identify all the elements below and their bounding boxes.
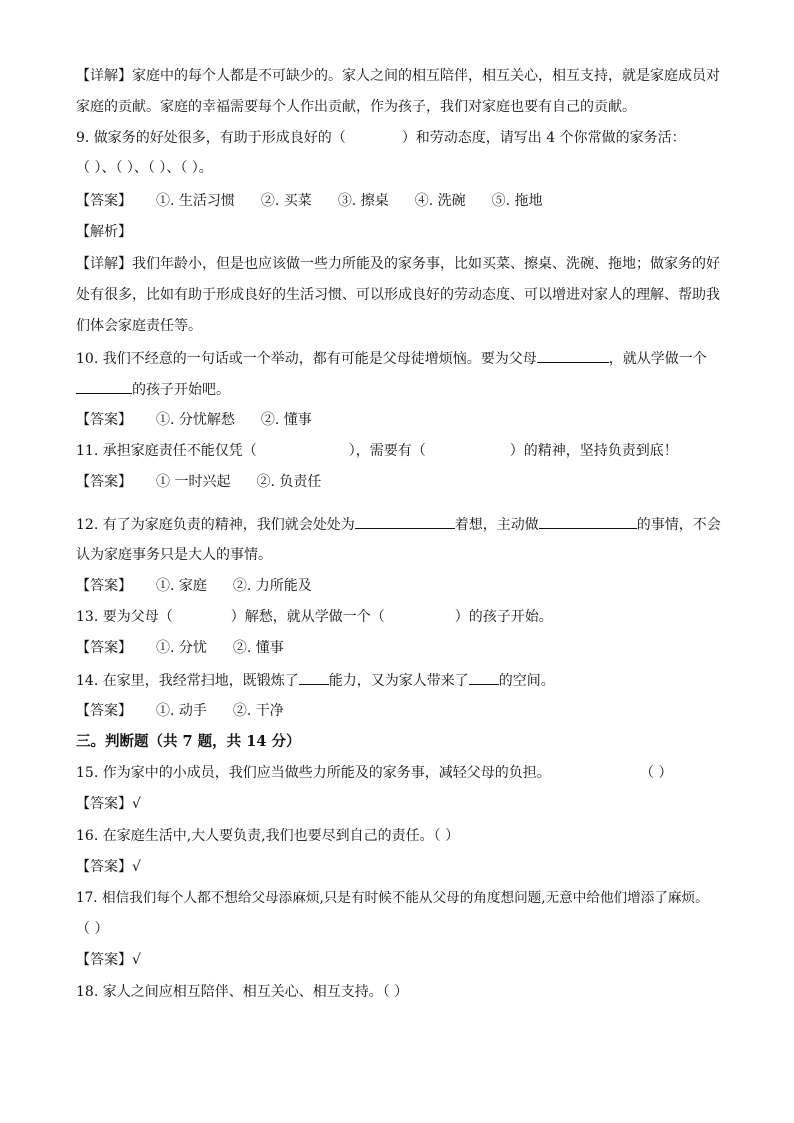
question-12-answer (76, 576, 338, 596)
question-12-text-start: 12. 有了为家庭负责的精神，我们就会处处为 (76, 517, 355, 533)
answer-item: ③. 擦桌 (337, 193, 389, 209)
answer-item: ②. 买菜 (260, 193, 312, 209)
question-13-text-end: ）的孩子开始。 (454, 609, 553, 625)
question-12-text-mid: 着想，主动做 (454, 517, 539, 533)
question-10-text-start: 10. 我们不经意的一句话或一个举动，都有可能是父母徒增烦恼。要为父母 (76, 351, 537, 367)
answer-label: 【答案】 (76, 703, 132, 719)
answer-blank[interactable] (539, 514, 637, 529)
answer-item: ①. 生活习惯 (156, 193, 235, 209)
question-13-answer (76, 638, 310, 658)
question-10-answer (76, 410, 338, 430)
question-9-blanks: （ ）、（ ）、（ ）、（ ）。 (76, 160, 213, 176)
answer-blank[interactable] (469, 670, 499, 685)
answer-item: ①. 家庭 (156, 578, 207, 594)
question-16: 16. 在家庭生活中,大人要负责,我们也要尽到自己的责任。（ ） (76, 828, 460, 844)
question-13-text-mid: ）解愁，就从学做一个（ (230, 609, 385, 625)
question-17: 17. 相信我们每个人都不想给父母添麻烦,只是有时候不能从父母的角度想问题,无意中给他们增添了麻烦。 (76, 890, 709, 906)
question-15: 15. 作为家中的小成员，我们应当做些力所能及的家务事，减轻父母的负担。 (76, 765, 551, 781)
question-11-text-start: 11. 承担家庭责任不能仅凭（ (76, 443, 257, 459)
answer-label: 【答案】 (76, 578, 132, 594)
question-12 (76, 514, 721, 534)
answer-item: ②. 懂事 (232, 640, 284, 656)
question-11-text-mid: ），需要有（ (348, 443, 426, 459)
question-12-line-2: 认为家庭事务只是大人的事情。 (76, 547, 272, 563)
answer-item: ②. 负责任 (256, 474, 322, 490)
question-11 (76, 441, 678, 461)
answer-item: ②. 懂事 (260, 412, 312, 428)
question-13 (76, 607, 553, 627)
answer-item: ①. 动手 (156, 703, 207, 719)
question-11-text-end: ）的精神，坚持负责到底！ (509, 443, 678, 459)
answer-item: ①. 分忧解愁 (156, 412, 235, 428)
analysis-label: 【解析】 (76, 224, 132, 240)
question-14 (76, 670, 555, 690)
question-10 (76, 348, 707, 368)
answer-label: 【答案】 (76, 412, 132, 428)
answer-blank[interactable] (76, 379, 132, 394)
question-17-answer: 【答案】√ (76, 952, 141, 968)
answer-parentheses[interactable]: （ ） (76, 921, 109, 937)
answer-label: 【答案】 (76, 474, 132, 490)
question-9 (76, 128, 686, 148)
answer-item: ⑤. 拖地 (491, 193, 543, 209)
question-18: 18. 家人之间应相互陪伴、相互关心、相互支持。（ ） (76, 984, 409, 1000)
question-9-answer (76, 191, 569, 211)
section-heading: 三。判断题（共 7 题，共 14 分） (76, 733, 301, 750)
detail-paragraph-line: 家庭的贡献。家庭的幸福需要每个人作出贡献，作为孩子，我们对家庭也要有自己的贡献。 (76, 99, 636, 115)
question-12-text-end: 的事情，不会 (636, 517, 721, 533)
question-9-text-start: 9. 做家务的好处很多，有助于形成良好的（ (76, 130, 346, 146)
detail-paragraph-line: 【详解】家庭中的每个人都是不可缺少的。家人之间的相互陪伴，相互关心，相互支持，就是家庭成员对 (76, 68, 720, 84)
detail-paragraph-line: 们体会家庭责任等。 (76, 318, 202, 334)
answer-parentheses[interactable]: （ ） (640, 765, 673, 781)
answer-label: 【答案】 (76, 640, 132, 656)
question-14-answer (76, 701, 310, 721)
question-14-text-start: 14. 在家里，我经常扫地，既锻炼了 (76, 673, 299, 689)
answer-item: ②. 干净 (232, 703, 284, 719)
question-14-text-mid: 能力，又为家人带来了 (328, 673, 469, 689)
question-13-text-start: 13. 要为父母（ (76, 609, 173, 625)
answer-item: ④. 洗碗 (414, 193, 466, 209)
answer-item: ①. 分忧 (156, 640, 207, 656)
answer-blank[interactable] (299, 670, 329, 685)
answer-label: 【答案】 (76, 193, 132, 209)
question-10-line-2 (76, 379, 230, 399)
detail-paragraph-line: 处有很多，比如有助于形成良好的生活习惯、可以形成良好的劳动态度、可以增进对家人的理解、帮助我 (76, 287, 720, 303)
answer-item: ① 一时兴起 (156, 474, 231, 490)
question-9-text-end: ）和劳动态度，请写出 4 个你常做的家务活： (401, 130, 686, 146)
question-14-text-end: 的空间。 (498, 673, 555, 689)
question-15-answer: 【答案】√ (76, 796, 141, 812)
question-11-answer (76, 472, 347, 492)
question-10-text-end: 的孩子开始吧。 (132, 382, 230, 398)
answer-blank[interactable] (355, 514, 455, 529)
question-16-answer: 【答案】√ (76, 859, 141, 875)
question-10-text-mid: ，就从学做一个 (608, 351, 707, 367)
answer-item: ②. 力所能及 (232, 578, 312, 594)
detail-paragraph-line: 【详解】我们年龄小，但是也应该做一些力所能及的家务事，比如买菜、擦桌、洗碗、拖地；做家务的好 (76, 256, 720, 272)
answer-blank[interactable] (537, 348, 609, 363)
